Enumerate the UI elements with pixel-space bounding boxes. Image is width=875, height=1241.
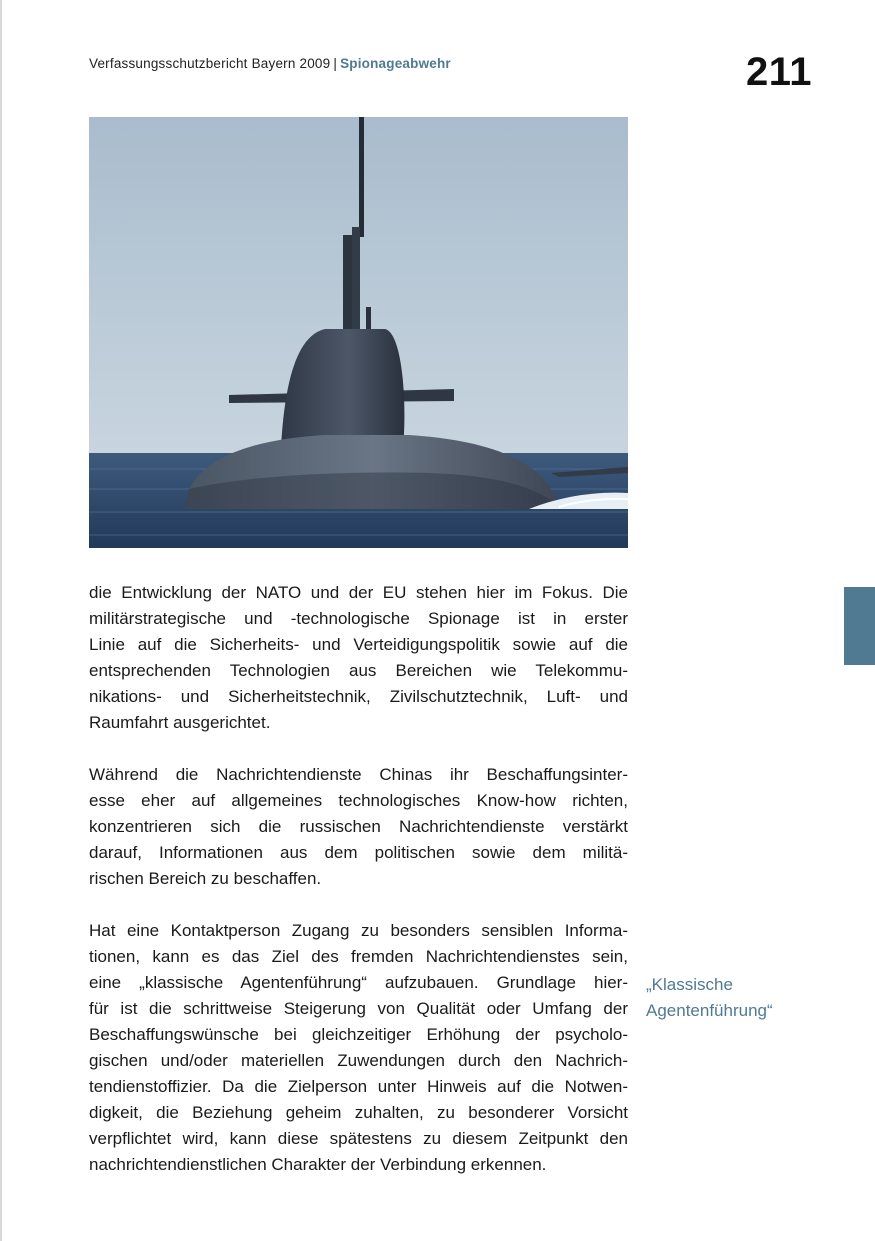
paragraph <box>89 918 628 1178</box>
paragraph <box>89 762 628 892</box>
text-line: rischen Bereich zu beschaffen. <box>89 869 322 888</box>
margin-note-line: „Klassische <box>646 975 733 994</box>
text-line: für ist die schrittweise Steigerung von Qualität oder Umfang der <box>89 999 628 1018</box>
text-line: eine „klassische Agentenführung“ aufzubauen. Grundlage hier- <box>89 973 628 992</box>
text-line: verpflichtet wird, kann diese spätestens zu diesem Zeitpunkt den <box>89 1129 628 1148</box>
text-line: entsprechenden Technologien aus Bereichen wie Telekommu- <box>89 661 628 680</box>
text-line: Beschaffungswünsche bei gleichzeitiger Erhöhung der psycholo- <box>89 1025 628 1044</box>
publication-title: Verfassungsschutzbericht Bayern 2009 <box>89 56 331 71</box>
text-line: darauf, Informationen aus dem politischen sowie dem militä- <box>89 843 628 862</box>
text-line: tendienstoffizier. Da die Zielperson unter Hinweis auf die Notwen- <box>89 1077 628 1096</box>
submarine-photo <box>89 117 628 548</box>
text-line: tionen, kann es das Ziel des fremden Nachrichtendienstes sein, <box>89 947 628 966</box>
header-separator: | <box>333 56 338 71</box>
chapter-tab-marker <box>844 587 875 665</box>
text-line: Raumfahrt ausgerichtet. <box>89 713 271 732</box>
text-line: militärstrategische und -technologische Spionage ist in erster <box>89 609 628 628</box>
text-line: konzentrieren sich die russischen Nachrichtendienste verstärkt <box>89 817 628 836</box>
section-title: Spionageabwehr <box>340 56 451 71</box>
text-line: nachrichtendienstlichen Charakter der Verbindung erkennen. <box>89 1155 547 1174</box>
body-text <box>89 580 628 1204</box>
margin-note-line: Agentenführung“ <box>646 1001 773 1020</box>
text-line: Während die Nachrichtendienste Chinas ihr Beschaffungsinter- <box>89 765 628 784</box>
text-line: esse eher auf allgemeines technologisches Know-how richten, <box>89 791 628 810</box>
text-line: Hat eine Kontaktperson Zugang zu besonders sensiblen Informa- <box>89 921 628 940</box>
text-line: nikations- und Sicherheitstechnik, Zivilschutztechnik, Luft- und <box>89 687 628 706</box>
page-number: 211 <box>745 50 812 94</box>
text-line: gischen und/oder materiellen Zuwendungen durch den Nachrich- <box>89 1051 628 1070</box>
text-line: digkeit, die Beziehung geheim zuhalten, zu besonderer Vorsicht <box>89 1103 628 1122</box>
text-line: Linie auf die Sicherheits- und Verteidigungspolitik sowie auf die <box>89 635 628 654</box>
running-header <box>89 56 451 71</box>
text-line: die Entwicklung der NATO und der EU stehen hier im Fokus. Die <box>89 583 628 602</box>
page-edge-line <box>0 0 2 1241</box>
paragraph <box>89 580 628 736</box>
margin-note <box>646 972 846 1024</box>
